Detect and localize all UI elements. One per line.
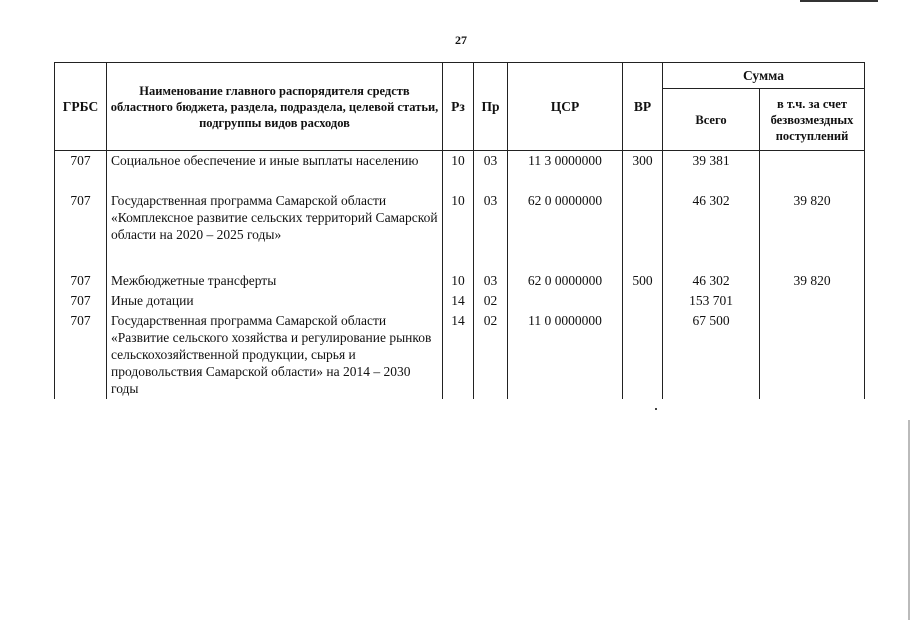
cell-incl (760, 151, 865, 191)
table-row (55, 291, 865, 311)
page-number: 27 (455, 33, 467, 47)
cell-csr (508, 291, 623, 311)
table-row (55, 191, 865, 271)
header-pr: Пр (474, 63, 508, 151)
cell-csr: 62 0 0000000 (508, 191, 623, 271)
cell-incl: 39 820 (760, 271, 865, 291)
header-grbs: ГРБС (55, 63, 107, 151)
table-row (55, 271, 865, 291)
cell-grbs: 707 (55, 151, 107, 191)
cell-name: Государственная программа Самарской области «Развитие сельского хозяйства и регулирование рынков сельскохозяйственной продукции, сырья и продовольствия Самарской области» на 2014 – 2030 годы (107, 311, 443, 399)
scan-edge-line (908, 420, 910, 620)
cell-vr: 300 (623, 151, 663, 191)
header-total: Всего (663, 89, 760, 151)
cell-vr (623, 311, 663, 399)
cell-pr: 03 (474, 151, 508, 191)
cell-csr: 62 0 0000000 (508, 271, 623, 291)
cell-total: 46 302 (663, 271, 760, 291)
cell-grbs: 707 (55, 271, 107, 291)
cell-grbs: 707 (55, 291, 107, 311)
budget-table (54, 62, 865, 399)
cell-grbs: 707 (55, 311, 107, 399)
cell-name: Социальное обеспечение и иные выплаты населению (107, 151, 443, 191)
header-name: Наименование главного распорядителя средств областного бюджета, раздела, подраздела, целевой статьи, подгруппы видов расходов (107, 63, 443, 151)
cell-name: Иные дотации (107, 291, 443, 311)
cell-vr (623, 291, 663, 311)
scan-dot (655, 408, 657, 410)
cell-pr: 03 (474, 191, 508, 271)
header-incl: в т.ч. за счет безвозмездных поступлений (760, 89, 865, 151)
cell-vr: 500 (623, 271, 663, 291)
cell-rz: 14 (443, 311, 474, 399)
cell-rz: 10 (443, 271, 474, 291)
cell-csr: 11 3 0000000 (508, 151, 623, 191)
cell-incl (760, 291, 865, 311)
cell-rz: 10 (443, 151, 474, 191)
cell-rz: 10 (443, 191, 474, 271)
header-csr: ЦСР (508, 63, 623, 151)
cell-pr: 02 (474, 311, 508, 399)
cell-total: 46 302 (663, 191, 760, 271)
cell-pr: 02 (474, 291, 508, 311)
cell-name: Межбюджетные трансферты (107, 271, 443, 291)
cell-name: Государственная программа Самарской области «Комплексное развитие сельских территорий Самарской области на 2020 – 2025 годы» (107, 191, 443, 271)
cell-csr: 11 0 0000000 (508, 311, 623, 399)
header-rz: Рз (443, 63, 474, 151)
cell-total: 39 381 (663, 151, 760, 191)
cell-rz: 14 (443, 291, 474, 311)
cell-total: 67 500 (663, 311, 760, 399)
table-row (55, 151, 865, 191)
table-row (55, 311, 865, 399)
cell-incl: 39 820 (760, 191, 865, 271)
cell-vr (623, 191, 663, 271)
cell-total: 153 701 (663, 291, 760, 311)
header-vr: ВР (623, 63, 663, 151)
cell-grbs: 707 (55, 191, 107, 271)
header-sum: Сумма (663, 63, 865, 89)
top-border-mark (800, 0, 878, 2)
cell-pr: 03 (474, 271, 508, 291)
cell-incl (760, 311, 865, 399)
